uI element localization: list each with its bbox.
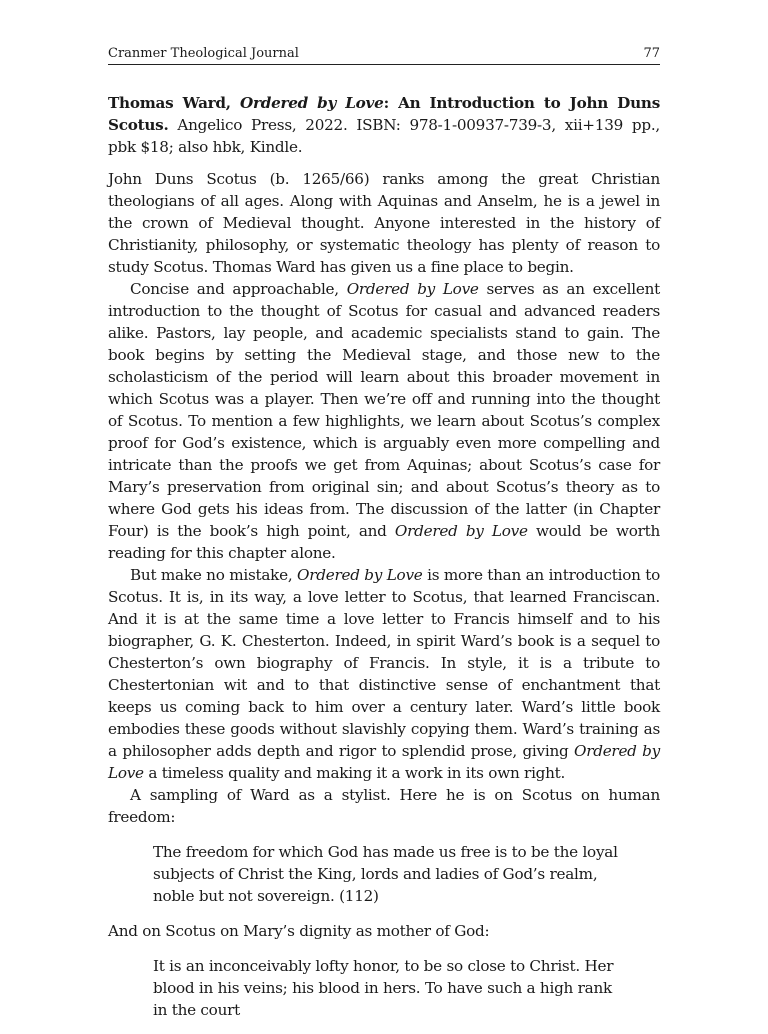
- book-title-ref: Ordered by Love: [108, 742, 660, 782]
- book-citation: [108, 92, 660, 158]
- review-body: [108, 92, 660, 1034]
- book-title-ref: Ordered by Love: [394, 522, 528, 540]
- page-number: 77: [643, 46, 660, 61]
- citation-details: Angelico Press, 2022. ISBN: 978-1-00937-739-3, xii+139 pp., pbk $18; also hbk, Kindle.: [108, 116, 660, 156]
- block-quote-mary: It is an inconceivably lofty honor, to be so close to Christ. Her blood in his veins; his blood in hers. To have such a high rank in the court: [153, 957, 614, 1019]
- journal-title: Cranmer Theological Journal: [108, 46, 299, 61]
- paragraph-5: And on Scotus on Mary’s dignity as mother of God:: [108, 922, 490, 940]
- block-quote-freedom: The freedom for which God has made us free is to be the loyal subjects of Christ the King, lords and ladies of God’s realm, noble but not sovereign. (112): [153, 843, 618, 905]
- paragraph-3: But make no mistake, Ordered by Love is more than an introduction to Scotus. It is, in its way, a love letter to Scotus, that learned Franciscan. And it is at the same time a love letter to Francis himself and to his biographer, G. K. Chesterton. Indeed, in spirit Ward’s book is a sequel to Chesterton’s own biography of Francis. In style, it is a tribute to Chestertonian wit and to that distinctive sense of enchantment that keeps us coming back to him over a century later. Ward’s little book embodies these goods without slavishly copying them. Ward’s training as a philosopher adds depth and rigor to splendid prose, giving Ordered by Love a timeless quality and making it a work in its own right.: [108, 566, 660, 782]
- book-title-ref: Ordered by Love: [346, 280, 479, 298]
- paragraph-4: A sampling of Ward as a stylist. Here he is on Scotus on human freedom:: [108, 786, 660, 826]
- citation-author: Thomas Ward,: [108, 94, 240, 112]
- citation-subtitle: : An Introduction to John Duns Scotus.: [108, 94, 660, 134]
- paragraph-2: Concise and approachable, Ordered by Love serves as an excellent introduction to the thought of Scotus for casual and advanced readers alike. Pastors, lay people, and academic specialists stand to gain. The book begins by setting the Medieval stage, and those new to the scholasticism of the period will learn about this broader movement in which Scotus was a player. Then we’re off and running into the thought of Scotus. To mention a few highlights, we learn about Scotus’s complex proof for God’s existence, which is arguably even more compelling and intricate than the proofs we get from Aquinas; about Scotus’s case for Mary’s preservation from original sin; and about Scotus’s theory as to where God gets his ideas from. The discussion of the latter (in Chapter Four) is the book’s high point, and Ordered by Love would be worth reading for this chapter alone.: [108, 280, 660, 562]
- paragraph-1: John Duns Scotus (b. 1265/66) ranks among the great Christian theologians of all ages. Along with Aquinas and Anselm, he is a jewel in the crown of Medieval thought. Anyone interested in the history of Christianity, philosophy, or systematic theology has plenty of reason to study Scotus. Thomas Ward has given us a fine place to begin.: [108, 170, 660, 276]
- running-header: [108, 44, 660, 65]
- book-title-ref: Ordered by Love: [297, 566, 423, 584]
- citation-title: Ordered by Love: [239, 94, 384, 112]
